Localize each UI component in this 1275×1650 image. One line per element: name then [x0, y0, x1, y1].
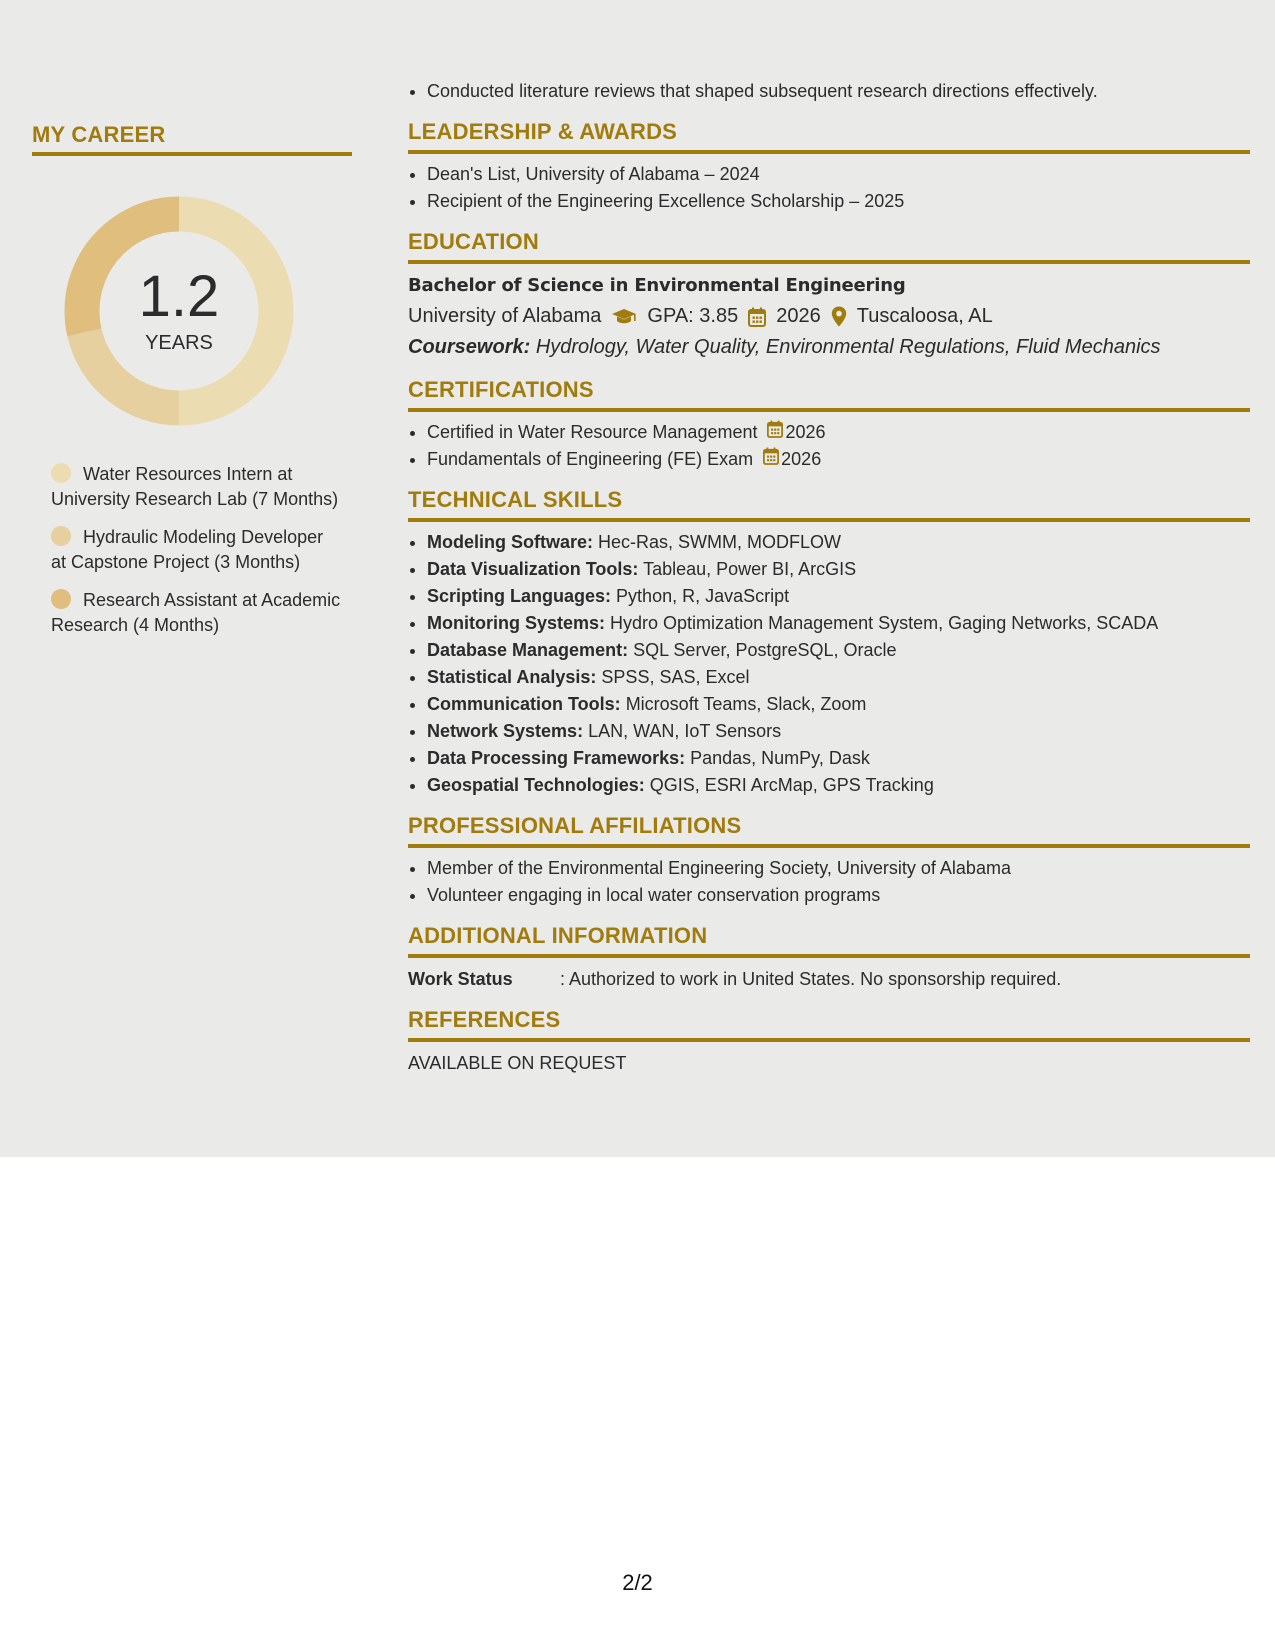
location-pin-icon: [831, 306, 847, 327]
section-title-certifications: CERTIFICATIONS: [408, 377, 1250, 412]
list-item: • Dean's List, University of Alabama – 2024: [427, 161, 1250, 188]
school-name: University of Alabama: [408, 305, 602, 327]
main-column: [408, 78, 1250, 1077]
skill-value: Hydro Optimization Management System, Gaging Networks, SCADA: [610, 613, 1159, 633]
coursework-list: Hydrology, Water Quality, Environmental Regulations, Fluid Mechanics: [535, 336, 1161, 358]
skill-label: Data Processing Frameworks:: [427, 748, 686, 768]
skill-label: Database Management:: [427, 640, 629, 660]
skill-label: Geospatial Technologies:: [427, 775, 645, 795]
degree-name: Bachelor of Science in Environmental Engineering: [408, 275, 906, 296]
skill-item: [427, 583, 1250, 610]
skill-value: LAN, WAN, IoT Sensors: [588, 721, 782, 741]
work-status-row: [408, 965, 1250, 993]
legend-item: [51, 462, 341, 511]
skill-item: [427, 637, 1250, 664]
school-location: Tuscaloosa, AL: [856, 305, 993, 327]
section-title-education: EDUCATION: [408, 229, 1250, 264]
work-status-value: : Authorized to work in United States. No sponsorship required.: [560, 969, 1062, 989]
skill-label: Modeling Software:: [427, 532, 593, 552]
skill-item: [427, 664, 1250, 691]
legend-item: [51, 525, 341, 574]
career-title: MY CAREER: [32, 122, 352, 156]
education-details: [408, 301, 1250, 332]
skill-item: [427, 772, 1250, 799]
skill-item: [427, 718, 1250, 745]
certification-name: Certified in Water Resource Management: [427, 422, 758, 442]
skill-value: SPSS, SAS, Excel: [601, 667, 750, 687]
section-title-leadership: LEADERSHIP & AWARDS: [408, 119, 1250, 154]
certification-item: [427, 419, 1250, 446]
skill-item: [427, 556, 1250, 583]
career-total-unit: YEARS: [145, 332, 213, 354]
skill-value: Tableau, Power BI, ArcGIS: [643, 559, 857, 579]
section-title-skills: TECHNICAL SKILLS: [408, 487, 1250, 522]
skill-value: QGIS, ESRI ArcMap, GPS Tracking: [649, 775, 934, 795]
section-title-additional: ADDITIONAL INFORMATION: [408, 923, 1250, 958]
continued-list: [408, 78, 1250, 105]
certification-year: 2026: [781, 449, 822, 469]
skill-value: Hec-Ras, SWMM, MODFLOW: [598, 532, 842, 552]
calendar-icon: [748, 307, 766, 327]
graduation-year: 2026: [776, 305, 821, 327]
skill-value: Pandas, NumPy, Dask: [690, 748, 870, 768]
career-total-value: 1.2: [138, 264, 220, 329]
career-donut-chart: [64, 196, 294, 426]
career-legend: [51, 462, 341, 637]
graduation-cap-icon: [611, 308, 637, 326]
skill-item: [427, 529, 1250, 556]
certification-name: Fundamentals of Engineering (FE) Exam: [427, 449, 754, 469]
certification-date: [767, 419, 825, 446]
page-number: 2/2: [622, 1570, 653, 1595]
certification-item: [427, 446, 1250, 473]
coursework-label: Coursework:: [408, 336, 531, 358]
skill-item: [427, 745, 1250, 772]
gpa: GPA: 3.85: [647, 305, 739, 327]
calendar-icon: [767, 419, 785, 446]
legend-label: Water Resources Intern at University Research Lab (7 Months): [51, 464, 339, 509]
skill-value: Python, R, JavaScript: [616, 586, 790, 606]
skill-label: Network Systems:: [427, 721, 584, 741]
certification-date: [763, 446, 821, 473]
legend-item: [51, 588, 341, 637]
skill-label: Statistical Analysis:: [427, 667, 597, 687]
coursework: [408, 332, 1250, 363]
work-status-label: Work Status: [408, 969, 513, 989]
skills-list: [408, 529, 1250, 799]
references-text: AVAILABLE ON REQUEST: [408, 1053, 627, 1073]
skill-value: SQL Server, PostgreSQL, Oracle: [633, 640, 897, 660]
certifications-list: [408, 419, 1250, 473]
skill-value: Microsoft Teams, Slack, Zoom: [625, 694, 867, 714]
list-item: • Conducted literature reviews that shaped subsequent research directions effectively.: [427, 78, 1250, 105]
skill-label: Communication Tools:: [427, 694, 621, 714]
section-title-affiliations: PROFESSIONAL AFFILIATIONS: [408, 813, 1250, 848]
affiliations-list: [408, 855, 1250, 909]
section-title-references: REFERENCES: [408, 1007, 1250, 1042]
list-item: • Volunteer engaging in local water conservation programs: [427, 882, 1250, 909]
skill-label: Monitoring Systems:: [427, 613, 606, 633]
skill-item: [427, 691, 1250, 718]
legend-dot: [51, 526, 71, 546]
calendar-icon: [763, 446, 781, 473]
leadership-list: [408, 161, 1250, 215]
list-item: • Recipient of the Engineering Excellence Scholarship – 2025: [427, 188, 1250, 215]
legend-label: Research Assistant at Academic Research (4 Months): [51, 590, 341, 635]
legend-label: Hydraulic Modeling Developer at Capstone Project (3 Months): [51, 527, 324, 572]
legend-dot: [51, 589, 71, 609]
list-item: • Member of the Environmental Engineering Society, University of Alabama: [427, 855, 1250, 882]
skill-label: Scripting Languages:: [427, 586, 612, 606]
career-sidebar: [32, 122, 352, 651]
skill-item: [427, 610, 1250, 637]
skill-label: Data Visualization Tools:: [427, 559, 639, 579]
legend-dot: [51, 463, 71, 483]
certification-year: 2026: [785, 422, 826, 442]
